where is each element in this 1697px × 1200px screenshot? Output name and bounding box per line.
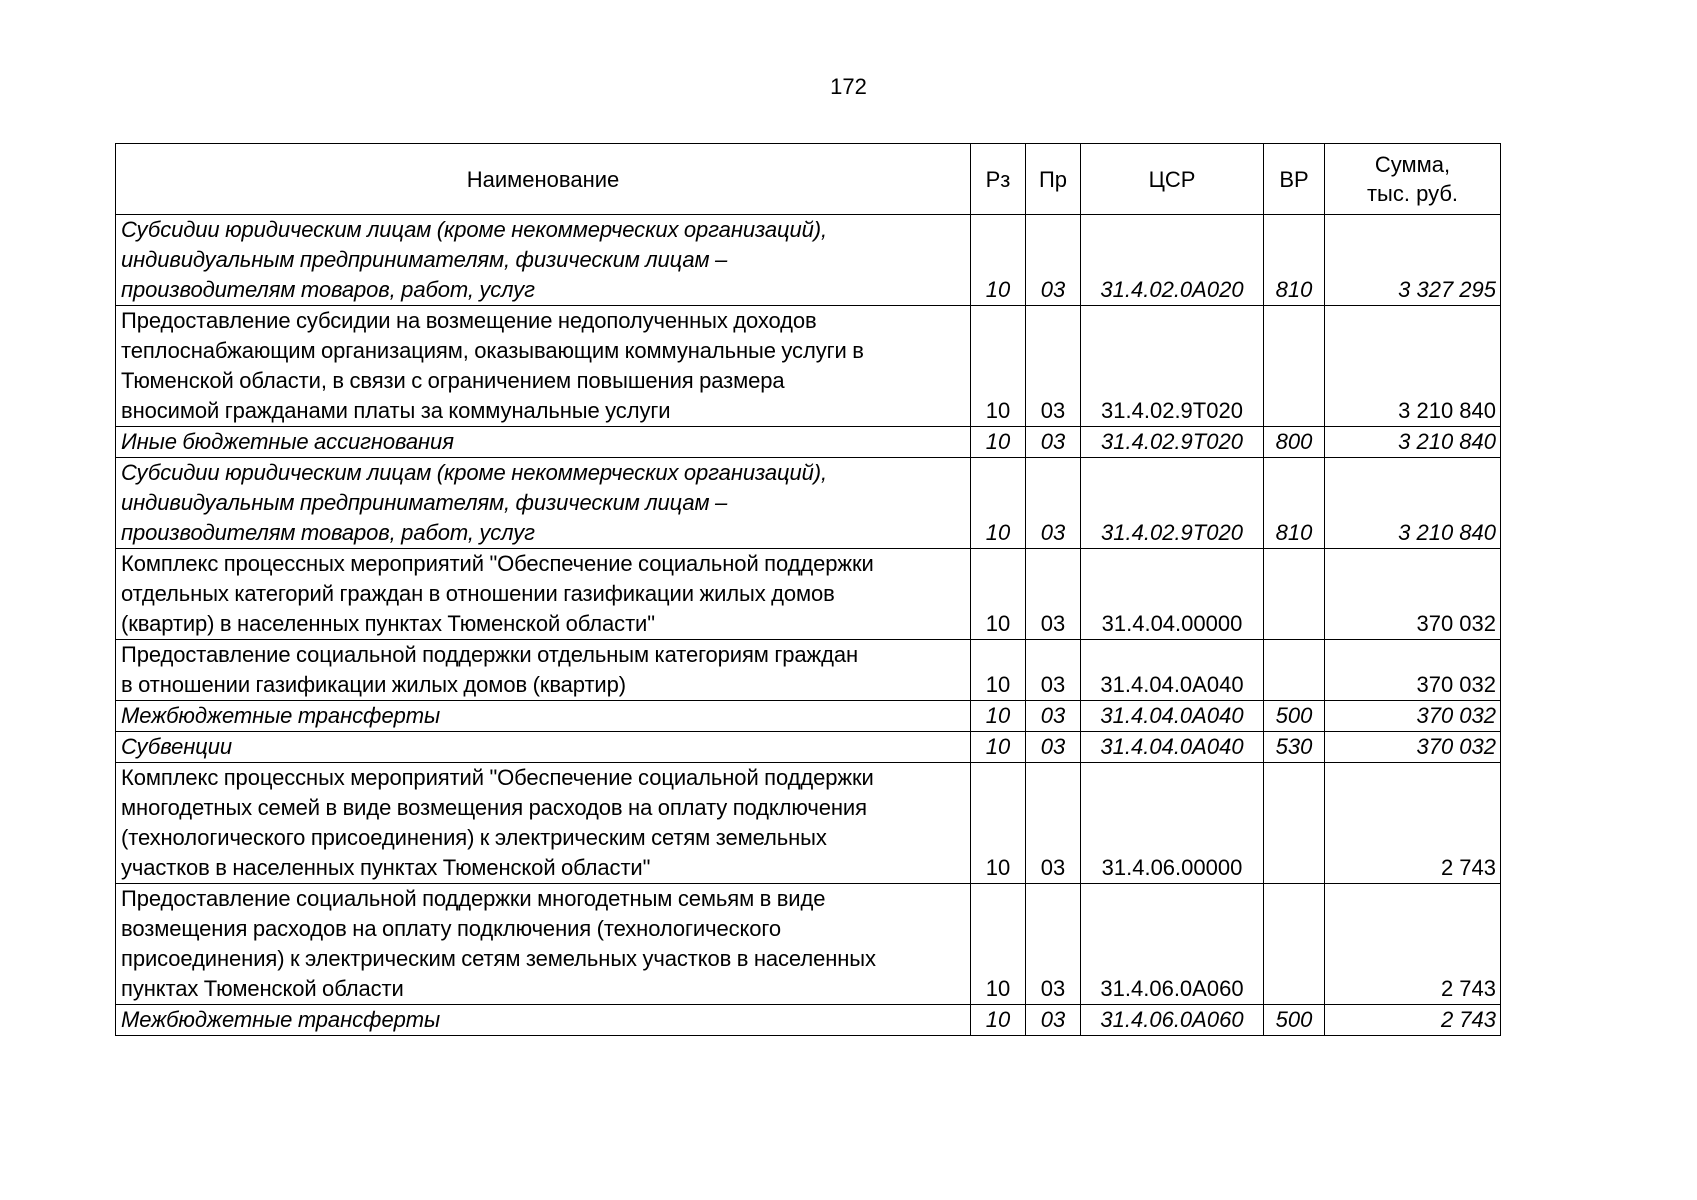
row-sum: 370 032 [1325, 701, 1501, 732]
row-sum: 3 210 840 [1325, 306, 1501, 427]
row-sum: 370 032 [1325, 732, 1501, 763]
row-csr: 31.4.04.0А040 [1081, 640, 1264, 701]
row-name: Комплекс процессных мероприятий "Обеспечение социальной поддержки отдельных категорий граждан в отношении газификации жилых домов (квартир) в населенных пунктах Тюменской области" [116, 549, 971, 640]
row-name: Субсидии юридическим лицам (кроме некоммерческих организаций), индивидуальным предпринимателям, физическим лицам – производителям товаров, работ, услуг [116, 215, 971, 306]
row-name: Комплекс процессных мероприятий "Обеспечение социальной поддержки многодетных семей в виде возмещения расходов на оплату подключения (технологического присоединения) к электрическим сетям земельных участков в населенных пунктах Тюменской области" [116, 763, 971, 884]
row-pr: 03 [1026, 1005, 1081, 1036]
row-csr: 31.4.06.00000 [1081, 763, 1264, 884]
row-sum: 370 032 [1325, 640, 1501, 701]
header-sum: Сумма, тыс. руб. [1325, 144, 1501, 215]
row-vr [1264, 306, 1325, 427]
row-vr: 500 [1264, 1005, 1325, 1036]
table-row [116, 763, 1501, 884]
row-sum: 2 743 [1325, 884, 1501, 1005]
header-vr: ВР [1264, 144, 1325, 215]
row-rz: 10 [971, 458, 1026, 549]
row-rz: 10 [971, 306, 1026, 427]
header-pr: Пр [1026, 144, 1081, 215]
row-sum: 2 743 [1325, 763, 1501, 884]
row-rz: 10 [971, 1005, 1026, 1036]
table-row [116, 640, 1501, 701]
row-csr: 31.4.06.0А060 [1081, 1005, 1264, 1036]
row-pr: 03 [1026, 427, 1081, 458]
row-pr: 03 [1026, 763, 1081, 884]
row-csr: 31.4.04.0А040 [1081, 701, 1264, 732]
row-csr: 31.4.02.0А020 [1081, 215, 1264, 306]
row-name: Субвенции [116, 732, 971, 763]
row-csr: 31.4.06.0А060 [1081, 884, 1264, 1005]
row-vr [1264, 640, 1325, 701]
row-rz: 10 [971, 763, 1026, 884]
row-pr: 03 [1026, 549, 1081, 640]
row-csr: 31.4.02.9Т020 [1081, 427, 1264, 458]
row-vr [1264, 884, 1325, 1005]
table-row [116, 732, 1501, 763]
row-vr [1264, 763, 1325, 884]
row-rz: 10 [971, 215, 1026, 306]
row-name: Субсидии юридическим лицам (кроме некоммерческих организаций), индивидуальным предпринимателям, физическим лицам – производителям товаров, работ, услуг [116, 458, 971, 549]
header-rz: Рз [971, 144, 1026, 215]
row-name: Иные бюджетные ассигнования [116, 427, 971, 458]
row-pr: 03 [1026, 306, 1081, 427]
row-csr: 31.4.04.00000 [1081, 549, 1264, 640]
table-row [116, 549, 1501, 640]
row-pr: 03 [1026, 701, 1081, 732]
row-sum: 3 210 840 [1325, 427, 1501, 458]
header-name: Наименование [116, 144, 971, 215]
row-csr: 31.4.02.9Т020 [1081, 458, 1264, 549]
table-row [116, 1005, 1501, 1036]
row-name: Предоставление социальной поддержки отдельным категориям граждан в отношении газификации жилых домов (квартир) [116, 640, 971, 701]
row-name: Предоставление социальной поддержки многодетным семьям в виде возмещения расходов на оплату подключения (технологического присоединения) к электрическим сетям земельных участков в населенных пунктах Тюменской области [116, 884, 971, 1005]
table-row [116, 427, 1501, 458]
row-rz: 10 [971, 884, 1026, 1005]
row-rz: 10 [971, 640, 1026, 701]
row-vr [1264, 549, 1325, 640]
row-rz: 10 [971, 701, 1026, 732]
row-rz: 10 [971, 427, 1026, 458]
row-pr: 03 [1026, 458, 1081, 549]
row-rz: 10 [971, 732, 1026, 763]
row-name: Предоставление субсидии на возмещение недополученных доходов теплоснабжающим организациям, оказывающим коммунальные услуги в Тюменской области, в связи с ограничением повышения размера вносимой гражданами платы за коммунальные услуги [116, 306, 971, 427]
row-vr: 810 [1264, 458, 1325, 549]
table-row [116, 215, 1501, 306]
table-row [116, 701, 1501, 732]
row-sum: 370 032 [1325, 549, 1501, 640]
row-name: Межбюджетные трансферты [116, 701, 971, 732]
row-vr: 810 [1264, 215, 1325, 306]
header-csr: ЦСР [1081, 144, 1264, 215]
row-sum: 3 210 840 [1325, 458, 1501, 549]
row-name: Межбюджетные трансферты [116, 1005, 971, 1036]
row-pr: 03 [1026, 640, 1081, 701]
table-header-row [116, 144, 1501, 215]
table-row [116, 458, 1501, 549]
row-vr: 500 [1264, 701, 1325, 732]
page-number: 172 [830, 74, 867, 99]
row-pr: 03 [1026, 732, 1081, 763]
table-row [116, 884, 1501, 1005]
row-rz: 10 [971, 549, 1026, 640]
row-vr: 800 [1264, 427, 1325, 458]
budget-table [115, 143, 1501, 1036]
row-csr: 31.4.04.0А040 [1081, 732, 1264, 763]
row-sum: 2 743 [1325, 1005, 1501, 1036]
row-csr: 31.4.02.9Т020 [1081, 306, 1264, 427]
row-pr: 03 [1026, 884, 1081, 1005]
row-pr: 03 [1026, 215, 1081, 306]
row-vr: 530 [1264, 732, 1325, 763]
row-sum: 3 327 295 [1325, 215, 1501, 306]
table-row [116, 306, 1501, 427]
